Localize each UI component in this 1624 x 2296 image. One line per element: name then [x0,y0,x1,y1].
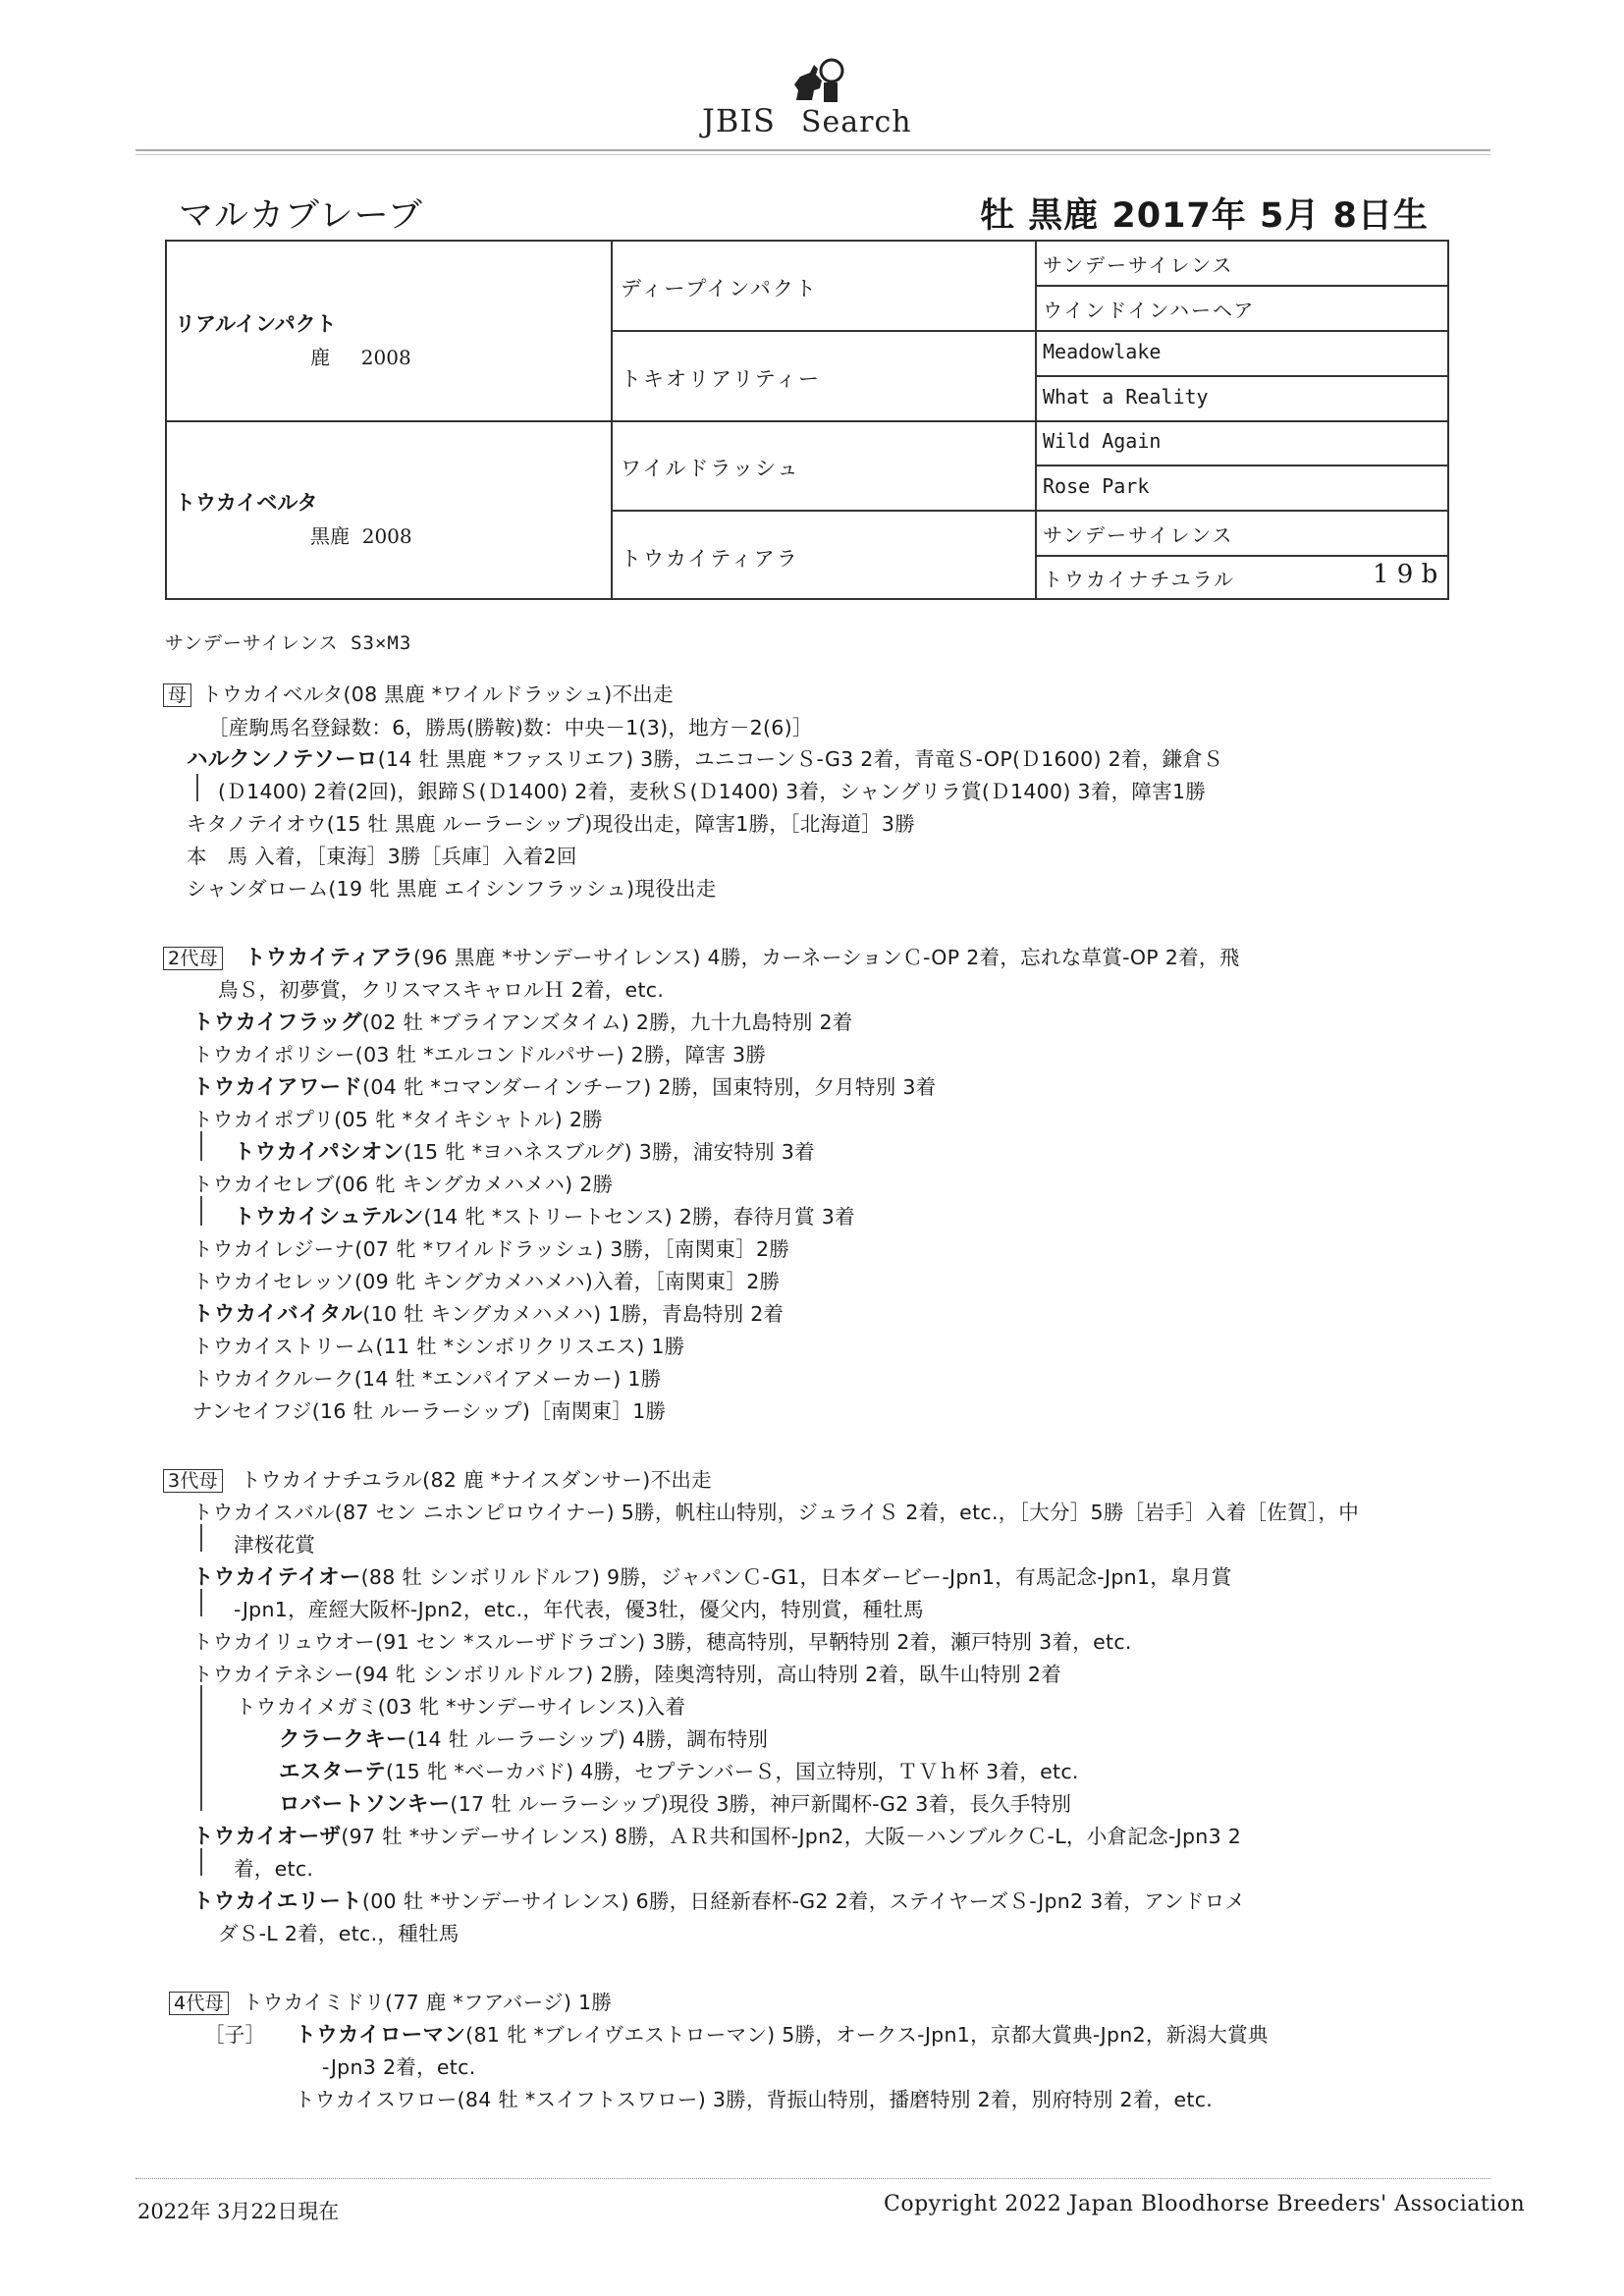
gen4-heading: 4代母 トウカイミドリ(77 鹿 *フアバージ) 1勝 [169,1986,612,2015]
list-item: キタノテイオウ(15 牡 黒鹿 ルーラーシップ)現役出走，障害1勝，［北海道］3勝 [187,812,916,836]
list-item: トウカイストリーム(11 牡 *シンボリクリスエス) 1勝 [192,1335,685,1358]
list-item: エスターテ(15 牝 *ベーカバド) 4勝，セプテンバーＳ，国立特別，ＴＶｈ杯 3着，etc. [279,1760,1079,1784]
dam-heading: 母 トウカイベルタ(08 黒鹿 *ワイルドラッシュ)不出走 [163,678,674,707]
pedigree-gen3-5: Wild Again [1043,429,1162,453]
list-item: ロバートソンキー(17 牡 ルーラーシップ)現役 3勝，神戸新聞杯-G2 3着，長久手特別 [279,1792,1072,1817]
indent-bar [200,1524,202,1552]
list-item: トウカイオーザ(97 牡 *サンデーサイレンス) 8勝，ＡＲ共和国杯-Jpn2，大阪－ハンブルクＣ-L，小倉記念-Jpn3 2 [192,1825,1242,1849]
list-item: ダＳ-L 2着，etc.，種牡馬 [218,1922,460,1945]
section-label-dam: 母 [163,683,191,707]
pedigree-gen2-4: トウカイティアラ [621,547,799,571]
pedigree-gen3-2: ウインドインハーヘア [1043,299,1256,322]
jbis-search-logo [702,55,938,145]
horse-name: マルカブレーブ [179,196,423,236]
pedigree-gen2-2: トキオリアリティー [621,367,822,391]
list-item: ［子］ トウカイローマン(81 牝 *ブレイヴエストローマン) 5勝，オークス-Jpn1，京都大賞典-Jpn2，新潟大賞典 [204,2023,1269,2048]
list-item: 本 馬 入着，［東海］3勝［兵庫］入着2回 [187,845,577,868]
sire-name: リアルインパクト [175,312,337,336]
copyright: Copyright 2022 Japan Bloodhorse Breeders' Association [884,2192,1526,2216]
list-item: トウカイフラッグ(02 牡 *ブライアンズタイム) 2勝，九十九島特別 2着 [192,1011,853,1035]
indent-bar [196,774,198,801]
pedigree-gen2-3: ワイルドラッシュ [621,457,800,480]
pedigree-gen3-1: サンデーサイレンス [1043,253,1234,277]
pedigree-gen3-7: サンデーサイレンス [1043,523,1234,547]
horse-info: 牡 黒鹿 2017年 5月 8日生 [980,196,1429,236]
list-item: トウカイアワード(04 牝 *コマンダーインチーフ) 2勝，国東特別，夕月特別 3着 [192,1075,937,1100]
list-item: トウカイセレッソ(09 牝 キングカメハメハ)入着，［南関東］2勝 [192,1270,781,1293]
list-item: ハルクンノテソーロ(14 牡 黒鹿 *ファスリエフ) 3勝，ユニコーンＳ-G3 2着，青竜Ｓ-OP(Ｄ1600) 2着，鎌倉Ｓ [187,747,1223,772]
pedigree-table [165,240,1449,600]
dam-sub: 黒鹿 2008 [310,524,412,548]
list-item: (Ｄ1400) 2着(2回)，銀蹄Ｓ(Ｄ1400) 2着，麦秋Ｓ(Ｄ1400) 3着，シャングリラ賞(Ｄ1400) 3着，障害1勝 [218,780,1207,803]
sire-sub: 鹿 2008 [310,346,411,369]
section-label-gen4: 4代母 [169,1992,229,2015]
list-item: トウカイスバル(87 セン ニホンピロウイナー) 5勝，帆柱山特別，ジュライＳ 2着，etc.，［大分］5勝［岩手］入着［佐賀］，中 [192,1501,1360,1524]
list-item: トウカイシュテルン(14 牝 *ストリートセンス) 2勝，春待月賞 3着 [234,1205,855,1230]
pedigree-gen3-4: What a Reality [1043,385,1209,409]
list-item: トウカイポリシー(03 牡 *エルコンドルパサー) 2勝，障害 3勝 [192,1043,767,1066]
indent-bar [200,1589,202,1616]
list-item: 津桜花賞 [234,1533,316,1557]
list-item: トウカイクルーク(14 牡 *エンパイアメーカー) 1勝 [192,1367,662,1391]
inbreeding-note: サンデーサイレンス S3×M3 [165,632,412,654]
list-item: トウカイテネシー(94 牝 シンボリルドルフ) 2勝，陸奥湾特別，高山特別 2着，臥牛山特別 2着 [192,1663,1062,1686]
list-item: トウカイエリート(00 牡 *サンデーサイレンス) 6勝，日経新春杯-G2 2着，ステイヤーズＳ-Jpn2 3着，アンドロメ [192,1889,1246,1914]
as-of-date: 2022年 3月22日現在 [137,2200,340,2223]
list-item: トウカイセレブ(06 牝 キングカメハメハ) 2勝 [192,1173,614,1196]
pedigree-gen3-8: トウカイナチユラル [1043,568,1235,591]
indent-bar [200,1848,202,1876]
list-item: トウカイテイオー(88 牡 シンボリルドルフ) 9勝，ジャパンＣ-G1，日本ダービー-Jpn1，有馬記念-Jpn1，皐月賞 [192,1565,1232,1590]
list-item: トウカイバイタル(10 牡 キングカメハメハ) 1勝，青島特別 2着 [192,1302,785,1327]
list-item: -Jpn3 2着，etc. [322,2055,476,2079]
list-item: トウカイレジーナ(07 牝 *ワイルドラッシュ) 3勝，［南関東］2勝 [192,1237,790,1261]
gen2-heading: 2代母 トウカイティアラ(96 黒鹿 *サンデーサイレンス) 4勝，カーネーションＣ-OP 2着，忘れな草賞-OP 2着，飛 [163,941,1240,971]
dam-name: トウカイベルタ [175,491,318,515]
list-item: トウカイリュウオー(91 セン *スルーザドラゴン) 3勝，穂高特別，早鞆特別 2着，瀬戸特別 3着，etc. [192,1630,1132,1654]
indent-bar [200,1196,202,1226]
list-item: シャンダローム(19 牝 黒鹿 エイシンフラッシュ)現役出走 [187,877,717,901]
section-label-gen2: 2代母 [163,947,223,970]
list-item: トウカイスワロー(84 牡 *スイフトスワロー) 3勝，背振山特別，播磨特別 2着，別府特別 2着，etc. [295,2088,1214,2111]
logo-jbis-text: JBIS [702,102,776,139]
pedigree-gen2-1: ディープインパクト [621,277,818,301]
pedigree-gen3-6: Rose Park [1043,474,1150,498]
list-item: 鳥Ｓ，初夢賞，クリスマスキャロルＨ 2着，etc. [218,978,665,1002]
section-label-gen3: 3代母 [163,1469,223,1493]
list-item: トウカイポプリ(05 牝 *タイキシャトル) 2勝 [192,1108,603,1131]
list-item: トウカイメガミ(03 牝 *サンデーサイレンス)入着 [236,1695,686,1719]
list-item: トウカイパシオン(15 牝 *ヨハネスブルグ) 3勝，浦安特別 3着 [234,1140,815,1165]
pedigree-sire [175,308,411,370]
header-rule [135,149,1490,151]
header-rule-secondary [135,154,1490,155]
dam-foal-stats: ［産駒馬名登録数：6，勝馬(勝鞍)数：中央－1(3)，地方－2(6)］ [208,716,813,739]
list-item: -Jpn1，産經大阪杯-Jpn2，etc.，年代表，優3牡，優父内，特別賞，種牡馬 [234,1598,924,1621]
pedigree-family-number: 1 9 b [1373,560,1438,589]
list-item: ナンセイフジ(16 牡 ルーラーシップ)［南関東］1勝 [192,1399,667,1423]
indent-bar [200,1131,202,1161]
pedigree-dam [175,487,412,549]
list-item: 着，etc. [234,1857,314,1881]
pedigree-gen3-3: Meadowlake [1043,340,1162,363]
logo-search-text: Search [800,105,912,139]
list-item: クラークキー(14 牡 ルーラーシップ) 4勝，調布特別 [279,1727,769,1752]
gen3-heading: 3代母 トウカイナチユラル(82 鹿 *ナイスダンサー)不出走 [163,1463,712,1493]
footer-rule [135,2178,1490,2179]
indent-bar [200,1685,202,1811]
